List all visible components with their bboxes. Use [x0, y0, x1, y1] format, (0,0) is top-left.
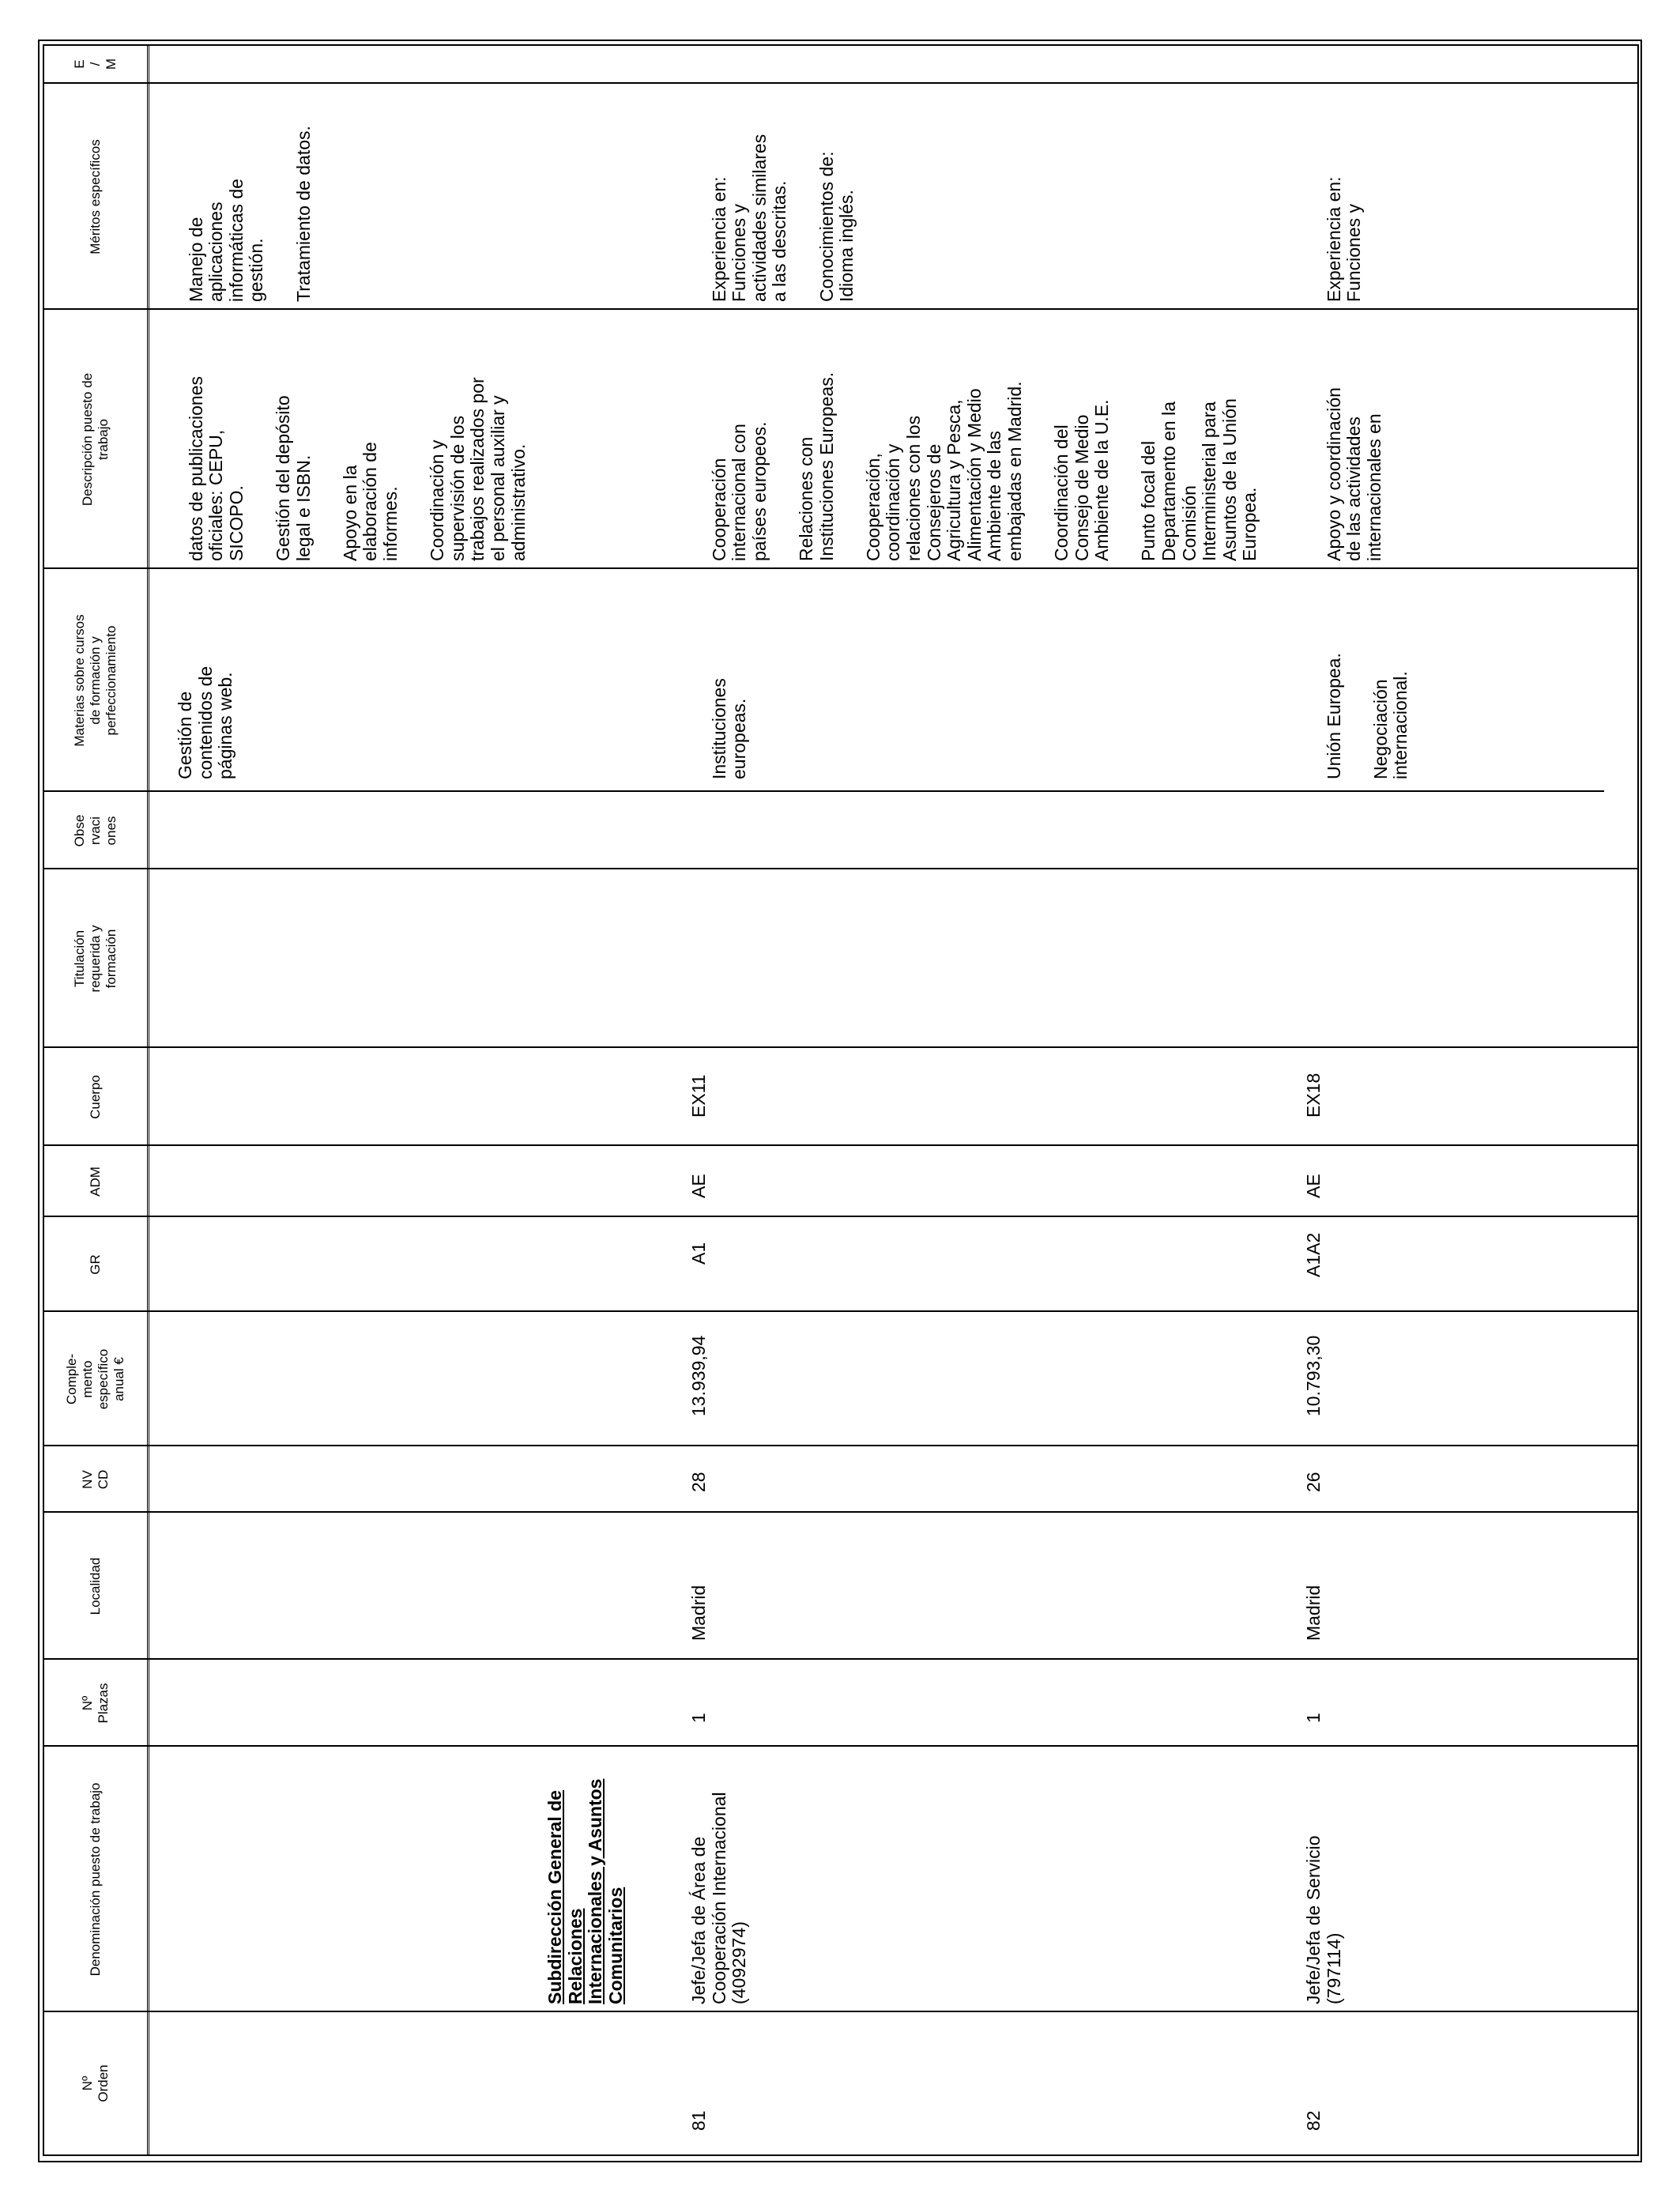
row-82-adm: AE — [1303, 1174, 1324, 1198]
row-82-grupo: A1A2 — [1303, 1232, 1324, 1277]
column-line — [43, 1745, 1639, 1747]
merit-paragraph: Tratamiento de datos. — [292, 126, 314, 302]
column-line — [43, 567, 1639, 569]
row-81-adm: AE — [688, 1174, 709, 1198]
row-81-complemento: 13.939,94 — [688, 1335, 709, 1416]
column-line — [43, 2011, 1639, 2012]
header-em: E / M — [72, 58, 119, 70]
description-paragraph: Cooperación, coordinación y relaciones con los Consejeros de Agricultura y Pesca, Alimentación y Medio Ambiente de las embajadas en Madrid. — [862, 381, 1025, 561]
header-complemento: Comple- mento específico anual € — [64, 1348, 126, 1410]
header-adm: ADM — [88, 1167, 103, 1197]
row-82-denominacion: Jefe/Jefa de Servicio (797114) — [1303, 1835, 1344, 2004]
header-cursos: Materias sobre cursos de formación y perfeccionamiento — [72, 614, 119, 747]
header-observaciones: Obse rvaci ones — [72, 814, 119, 847]
row-81-denominacion: Jefe/Jefa de Área de Cooperación Internacional (4092974) — [688, 1792, 750, 2004]
continuation-descripcion — [166, 310, 549, 561]
column-line — [43, 1046, 1639, 1048]
column-line — [43, 1310, 1639, 1312]
row-81-nivel: 28 — [688, 1472, 709, 1492]
description-paragraph: datos de publicaciones oficiales: CEPU, SICOPO. — [185, 376, 247, 561]
merit-paragraph: Conocimientos de: Idioma inglés. — [816, 151, 857, 302]
row-82-nivel: 26 — [1303, 1472, 1324, 1492]
description-paragraph: Apoyo y coordinación de las actividades internacionales en — [1323, 387, 1384, 561]
row-82-cursos — [1304, 574, 1432, 779]
header-grupo: GR — [88, 1254, 103, 1275]
column-line — [43, 1144, 1639, 1146]
row-81-cuerpo: EX11 — [688, 1074, 709, 1118]
description-paragraph: Coordinación y supervisión de los trabajos realizados por el personal auxiliar y administrativo. — [427, 377, 529, 561]
merit-paragraph: Manejo de aplicaciones informáticas de gestión. — [185, 179, 267, 302]
row-81-descripcion — [689, 310, 1281, 561]
header-descripcion: Descripción puesto de trabajo — [80, 372, 111, 507]
description-paragraph: Coordinación del Consejo de Medio Ambiente de la U.E. — [1051, 399, 1113, 561]
header-plazas: Nº Plazas — [80, 1683, 111, 1724]
header-cuerpo: Cuerpo — [88, 1075, 103, 1119]
merit-paragraph: Experiencia en: Funciones y — [1323, 176, 1365, 302]
row-81-cursos — [689, 574, 770, 779]
row-82-meritos — [1304, 81, 1384, 302]
description-paragraph: Punto focal del Departamento en la Comisión Interministerial para Asuntos de la Unión Europea. — [1138, 398, 1260, 561]
course-paragraph: Unión Europea. — [1323, 653, 1344, 779]
row-81-grupo: A1 — [688, 1242, 709, 1265]
row-81-localidad: Madrid — [688, 1585, 709, 1641]
column-line — [43, 1511, 1639, 1513]
row-81-plazas: 1 — [688, 1713, 709, 1723]
continuation-cursos: Gestión de contenidos de páginas web. — [175, 665, 236, 779]
column-line — [43, 1216, 1639, 1217]
description-paragraph: Cooperación internacional con países europeos. — [708, 421, 770, 561]
column-line — [43, 1445, 1639, 1446]
subdireccion-heading: Subdirección General de Relaciones Internacionales y Asuntos Comunitarios — [544, 1778, 626, 2004]
course-paragraph: Negociación internacional. — [1369, 671, 1411, 779]
description-paragraph: Relaciones con Instituciones Europeas. — [795, 371, 837, 561]
row-82-complemento: 10.793,30 — [1303, 1335, 1324, 1416]
description-paragraph: Gestión del depósito legal e ISBN. — [272, 395, 314, 561]
header-separator — [147, 44, 149, 2156]
row-82-cuerpo: EX18 — [1303, 1072, 1324, 1118]
row-82-localidad: Madrid — [1303, 1585, 1324, 1641]
header-orden: Nº Orden — [80, 2064, 111, 2102]
column-line — [43, 1658, 1639, 1660]
column-line — [43, 868, 1639, 869]
row-81-orden: 81 — [688, 2110, 709, 2131]
row-81-meritos — [689, 81, 877, 302]
row-82-orden: 82 — [1303, 2110, 1324, 2131]
row-82-descripcion — [1304, 310, 1405, 561]
header-localidad: Localidad — [88, 1557, 103, 1615]
column-line — [43, 790, 1604, 792]
course-paragraph: Instituciones europeas. — [708, 678, 750, 779]
header-meritos: Méritos específicos — [88, 139, 103, 254]
row-82-plazas: 1 — [1303, 1713, 1324, 1723]
continuation-meritos — [166, 81, 334, 302]
header-denominacion: Denominación puesto de trabajo — [88, 1782, 103, 1977]
description-paragraph: Apoyo en la elaboración de informes. — [339, 442, 401, 561]
header-nivel: NV CD — [80, 1469, 111, 1490]
header-titulacion: Titulación requerida y formación — [72, 925, 119, 993]
merit-paragraph: Experiencia en: Funciones y actividades similares a las descritas. — [708, 134, 790, 302]
